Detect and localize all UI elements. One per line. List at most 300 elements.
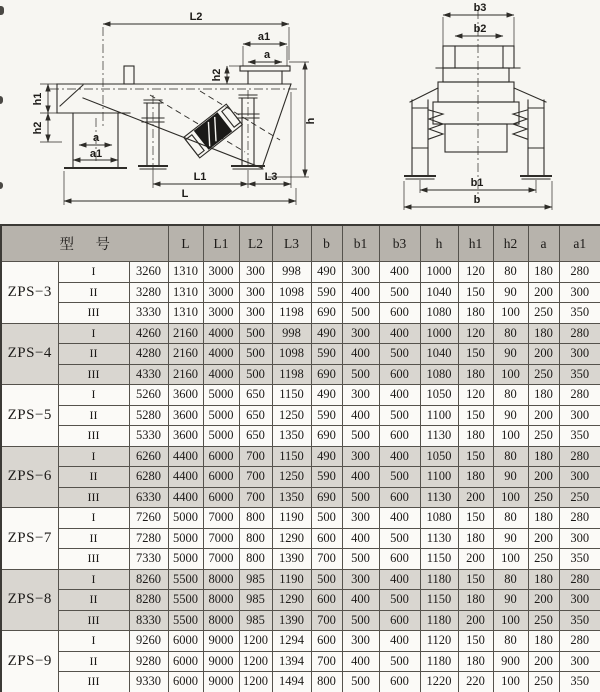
value-cell: 1290 [272,590,311,611]
value-cell: 8000 [203,590,239,611]
value-cell: 100 [493,672,528,692]
value-cell: 350 [559,303,600,324]
value-cell: 250 [559,487,600,508]
type-cell: I [58,262,129,283]
value-cell: 490 [311,446,342,467]
table-row [1,672,600,692]
value-cell: 350 [559,549,600,570]
value-cell: 150 [458,569,493,590]
value-cell: 400 [379,508,420,529]
value-cell: 1150 [272,385,311,406]
value-cell: 1198 [272,364,311,385]
model-cell: ZPS−7 [1,508,58,570]
value-cell: 200 [458,610,493,631]
value-cell: 1130 [420,528,458,549]
value-cell: 700 [239,487,272,508]
value-cell: 2160 [168,323,203,344]
value-cell: 490 [311,385,342,406]
column-header-L: L [168,225,203,262]
value-cell: 400 [342,467,379,488]
value-cell: 350 [559,672,600,692]
value-cell: 6000 [203,467,239,488]
value-cell: 8280 [129,590,168,611]
value-cell: 200 [528,405,559,426]
value-cell: 150 [458,344,493,365]
value-cell: 150 [458,631,493,652]
value-cell: 5330 [129,426,168,447]
value-cell: 6330 [129,487,168,508]
value-cell: 1190 [272,569,311,590]
table-header-row [1,225,600,262]
value-cell: 400 [379,262,420,283]
type-cell: II [58,344,129,365]
value-cell: 350 [559,364,600,385]
value-cell: 8000 [203,569,239,590]
table-row [1,549,600,570]
end-view-drawing [404,2,552,210]
value-cell: 690 [311,303,342,324]
value-cell: 800 [239,549,272,570]
value-cell: 7000 [203,528,239,549]
value-cell: 1050 [420,446,458,467]
value-cell: 1390 [272,549,311,570]
table-row [1,282,600,303]
value-cell: 9000 [203,651,239,672]
value-cell: 80 [493,262,528,283]
table-row [1,364,600,385]
type-cell: III [58,303,129,324]
table-row [1,323,600,344]
value-cell: 6260 [129,446,168,467]
table-row [1,385,600,406]
value-cell: 1394 [272,651,311,672]
value-cell: 6280 [129,467,168,488]
value-cell: 1494 [272,672,311,692]
value-cell: 500 [379,528,420,549]
value-cell: 200 [528,528,559,549]
type-cell: II [58,651,129,672]
dim-label-h: h [305,117,317,125]
value-cell: 300 [342,508,379,529]
value-cell: 1310 [168,262,203,283]
value-cell: 3280 [129,282,168,303]
value-cell: 500 [342,672,379,692]
value-cell: 985 [239,590,272,611]
table-row [1,528,600,549]
value-cell: 280 [559,569,600,590]
value-cell: 4000 [203,344,239,365]
value-cell: 100 [493,426,528,447]
value-cell: 300 [342,569,379,590]
value-cell: 1250 [272,467,311,488]
value-cell: 500 [239,364,272,385]
value-cell: 600 [311,528,342,549]
value-cell: 1250 [272,405,311,426]
value-cell: 6000 [168,651,203,672]
value-cell: 500 [239,344,272,365]
value-cell: 1080 [420,303,458,324]
dim-label-b1: b1 [470,177,484,189]
value-cell: 3600 [168,405,203,426]
value-cell: 1150 [272,446,311,467]
value-cell: 5500 [168,610,203,631]
value-cell: 5280 [129,405,168,426]
value-cell: 800 [239,528,272,549]
value-cell: 9000 [203,631,239,652]
type-cell: III [58,364,129,385]
spec-table-body [1,262,600,692]
value-cell: 9000 [203,672,239,692]
value-cell: 400 [379,446,420,467]
value-cell: 9260 [129,631,168,652]
value-cell: 80 [493,385,528,406]
side-view-drawing [32,11,317,205]
column-header-b1: b1 [342,225,379,262]
value-cell: 300 [239,262,272,283]
value-cell: 200 [528,467,559,488]
value-cell: 200 [458,549,493,570]
dim-label-L3: L3 [264,171,278,183]
value-cell: 350 [559,610,600,631]
value-cell: 400 [342,590,379,611]
type-cell: III [58,610,129,631]
value-cell: 690 [311,426,342,447]
value-cell: 600 [379,426,420,447]
value-cell: 280 [559,262,600,283]
value-cell: 80 [493,323,528,344]
type-cell: III [58,672,129,692]
value-cell: 100 [493,487,528,508]
value-cell: 500 [342,303,379,324]
column-header-L3: L3 [272,225,311,262]
type-cell: I [58,385,129,406]
table-row [1,569,600,590]
value-cell: 1080 [420,364,458,385]
value-cell: 500 [379,344,420,365]
value-cell: 180 [528,262,559,283]
value-cell: 3600 [168,385,203,406]
model-cell: ZPS−9 [1,631,58,692]
value-cell: 1200 [239,672,272,692]
value-cell: 500 [379,467,420,488]
value-cell: 180 [528,385,559,406]
value-cell: 100 [493,303,528,324]
value-cell: 1098 [272,282,311,303]
table-row [1,467,600,488]
value-cell: 180 [458,426,493,447]
value-cell: 1150 [420,590,458,611]
value-cell: 800 [239,508,272,529]
value-cell: 600 [379,672,420,692]
value-cell: 400 [379,569,420,590]
value-cell: 250 [528,303,559,324]
value-cell: 7000 [203,549,239,570]
dim-label-b2: b2 [473,23,487,35]
column-header-a: a [528,225,559,262]
value-cell: 400 [342,282,379,303]
dim-label-L: L [181,188,189,200]
value-cell: 1180 [420,610,458,631]
value-cell: 4000 [203,323,239,344]
type-cell: I [58,323,129,344]
value-cell: 300 [239,282,272,303]
value-cell: 985 [239,610,272,631]
value-cell: 400 [342,651,379,672]
value-cell: 900 [493,651,528,672]
value-cell: 180 [528,569,559,590]
value-cell: 1130 [420,487,458,508]
dim-label-L1: L1 [193,171,207,183]
value-cell: 4280 [129,344,168,365]
value-cell: 300 [559,405,600,426]
value-cell: 1220 [420,672,458,692]
value-cell: 90 [493,467,528,488]
value-cell: 250 [528,364,559,385]
value-cell: 200 [528,344,559,365]
value-cell: 490 [311,262,342,283]
value-cell: 650 [239,405,272,426]
value-cell: 180 [528,446,559,467]
value-cell: 700 [239,446,272,467]
value-cell: 3260 [129,262,168,283]
value-cell: 5000 [203,385,239,406]
dim-label-h2-top: h2 [211,68,223,82]
column-header-h1: h1 [458,225,493,262]
model-cell: ZPS−5 [1,385,58,447]
value-cell: 3000 [203,303,239,324]
dim-label-L2: L2 [189,11,203,23]
value-cell: 600 [311,590,342,611]
type-cell: II [58,467,129,488]
table-row [1,610,600,631]
value-cell: 600 [379,549,420,570]
value-cell: 300 [559,282,600,303]
value-cell: 90 [493,344,528,365]
value-cell: 180 [528,323,559,344]
value-cell: 6000 [203,446,239,467]
value-cell: 280 [559,446,600,467]
table-row [1,405,600,426]
value-cell: 500 [342,426,379,447]
type-cell: I [58,446,129,467]
value-cell: 500 [379,590,420,611]
value-cell: 100 [493,549,528,570]
value-cell: 300 [559,651,600,672]
value-cell: 1080 [420,508,458,529]
value-cell: 90 [493,405,528,426]
value-cell: 180 [458,467,493,488]
value-cell: 4260 [129,323,168,344]
table-row [1,426,600,447]
model-cell: ZPS−8 [1,569,58,631]
value-cell: 1050 [420,385,458,406]
column-header-h: h [420,225,458,262]
value-cell: 9280 [129,651,168,672]
value-cell: 4400 [168,487,203,508]
value-cell: 80 [493,569,528,590]
value-cell: 5260 [129,385,168,406]
value-cell: 120 [458,385,493,406]
value-cell: 300 [559,590,600,611]
column-header-L1: L1 [203,225,239,262]
value-cell: 5000 [168,508,203,529]
value-cell: 600 [311,631,342,652]
value-cell: 1200 [239,651,272,672]
spec-table [0,224,600,692]
value-cell: 7260 [129,508,168,529]
value-cell: 600 [379,487,420,508]
value-cell: 300 [342,631,379,652]
value-cell: 400 [342,528,379,549]
value-cell: 180 [458,651,493,672]
value-cell: 1350 [272,426,311,447]
dim-label-a1-bottom: a1 [89,148,103,160]
value-cell: 400 [342,405,379,426]
value-cell: 90 [493,528,528,549]
value-cell: 300 [559,528,600,549]
value-cell: 80 [493,631,528,652]
value-cell: 590 [311,344,342,365]
column-header-h2: h2 [493,225,528,262]
value-cell: 1200 [239,631,272,652]
value-cell: 1310 [168,282,203,303]
value-cell: 1150 [420,549,458,570]
model-cell: ZPS−4 [1,323,58,385]
value-cell: 5000 [168,549,203,570]
table-row [1,487,600,508]
value-cell: 9330 [129,672,168,692]
value-cell: 220 [458,672,493,692]
value-cell: 150 [458,446,493,467]
value-cell: 3000 [203,262,239,283]
value-cell: 280 [559,631,600,652]
value-cell: 400 [379,323,420,344]
value-cell: 500 [379,651,420,672]
type-cell: II [58,282,129,303]
value-cell: 200 [528,282,559,303]
value-cell: 300 [559,344,600,365]
table-row [1,590,600,611]
value-cell: 280 [559,385,600,406]
value-cell: 5000 [203,405,239,426]
diagram-area [0,0,600,224]
value-cell: 80 [493,446,528,467]
value-cell: 200 [528,590,559,611]
value-cell: 8000 [203,610,239,631]
value-cell: 1198 [272,303,311,324]
value-cell: 250 [528,672,559,692]
value-cell: 2160 [168,344,203,365]
value-cell: 180 [528,631,559,652]
value-cell: 1040 [420,344,458,365]
value-cell: 100 [493,610,528,631]
dim-label-b3: b3 [473,2,487,14]
value-cell: 1040 [420,282,458,303]
value-cell: 150 [458,405,493,426]
value-cell: 1290 [272,528,311,549]
value-cell: 4400 [168,467,203,488]
value-cell: 5000 [203,426,239,447]
value-cell: 1130 [420,426,458,447]
value-cell: 200 [458,487,493,508]
value-cell: 985 [239,569,272,590]
value-cell: 120 [458,262,493,283]
value-cell: 1294 [272,631,311,652]
dim-label-b: b [473,194,481,206]
value-cell: 150 [458,508,493,529]
value-cell: 700 [311,549,342,570]
value-cell: 500 [342,549,379,570]
value-cell: 590 [311,282,342,303]
value-cell: 5500 [168,569,203,590]
value-cell: 6000 [203,487,239,508]
value-cell: 700 [311,610,342,631]
value-cell: 1120 [420,631,458,652]
value-cell: 3330 [129,303,168,324]
value-cell: 250 [528,426,559,447]
value-cell: 690 [311,487,342,508]
table-row [1,651,600,672]
value-cell: 280 [559,323,600,344]
value-cell: 1100 [420,405,458,426]
table-row [1,631,600,652]
value-cell: 1000 [420,323,458,344]
dim-label-a-top: a [263,49,271,61]
value-cell: 800 [311,672,342,692]
value-cell: 4000 [203,364,239,385]
value-cell: 1180 [420,569,458,590]
value-cell: 7330 [129,549,168,570]
value-cell: 500 [342,610,379,631]
value-cell: 300 [239,303,272,324]
value-cell: 500 [311,569,342,590]
value-cell: 500 [379,282,420,303]
technical-drawing [0,0,600,224]
value-cell: 6000 [168,631,203,652]
value-cell: 1000 [420,262,458,283]
vibration-motor [184,104,243,158]
value-cell: 250 [528,549,559,570]
value-cell: 8260 [129,569,168,590]
value-cell: 3000 [203,282,239,303]
type-cell: II [58,528,129,549]
value-cell: 650 [239,385,272,406]
value-cell: 6000 [168,672,203,692]
value-cell: 690 [311,364,342,385]
value-cell: 200 [528,651,559,672]
dim-label-a1-top: a1 [257,31,271,43]
value-cell: 180 [458,590,493,611]
value-cell: 1190 [272,508,311,529]
value-cell: 700 [239,467,272,488]
column-header-b: b [311,225,342,262]
value-cell: 7280 [129,528,168,549]
table-row [1,303,600,324]
value-cell: 150 [458,282,493,303]
value-cell: 2160 [168,364,203,385]
value-cell: 4330 [129,364,168,385]
value-cell: 490 [311,323,342,344]
value-cell: 120 [458,323,493,344]
value-cell: 4400 [168,446,203,467]
value-cell: 300 [342,385,379,406]
value-cell: 500 [311,508,342,529]
value-cell: 500 [379,405,420,426]
value-cell: 80 [493,508,528,529]
value-cell: 250 [528,487,559,508]
value-cell: 400 [342,344,379,365]
value-cell: 5000 [168,528,203,549]
